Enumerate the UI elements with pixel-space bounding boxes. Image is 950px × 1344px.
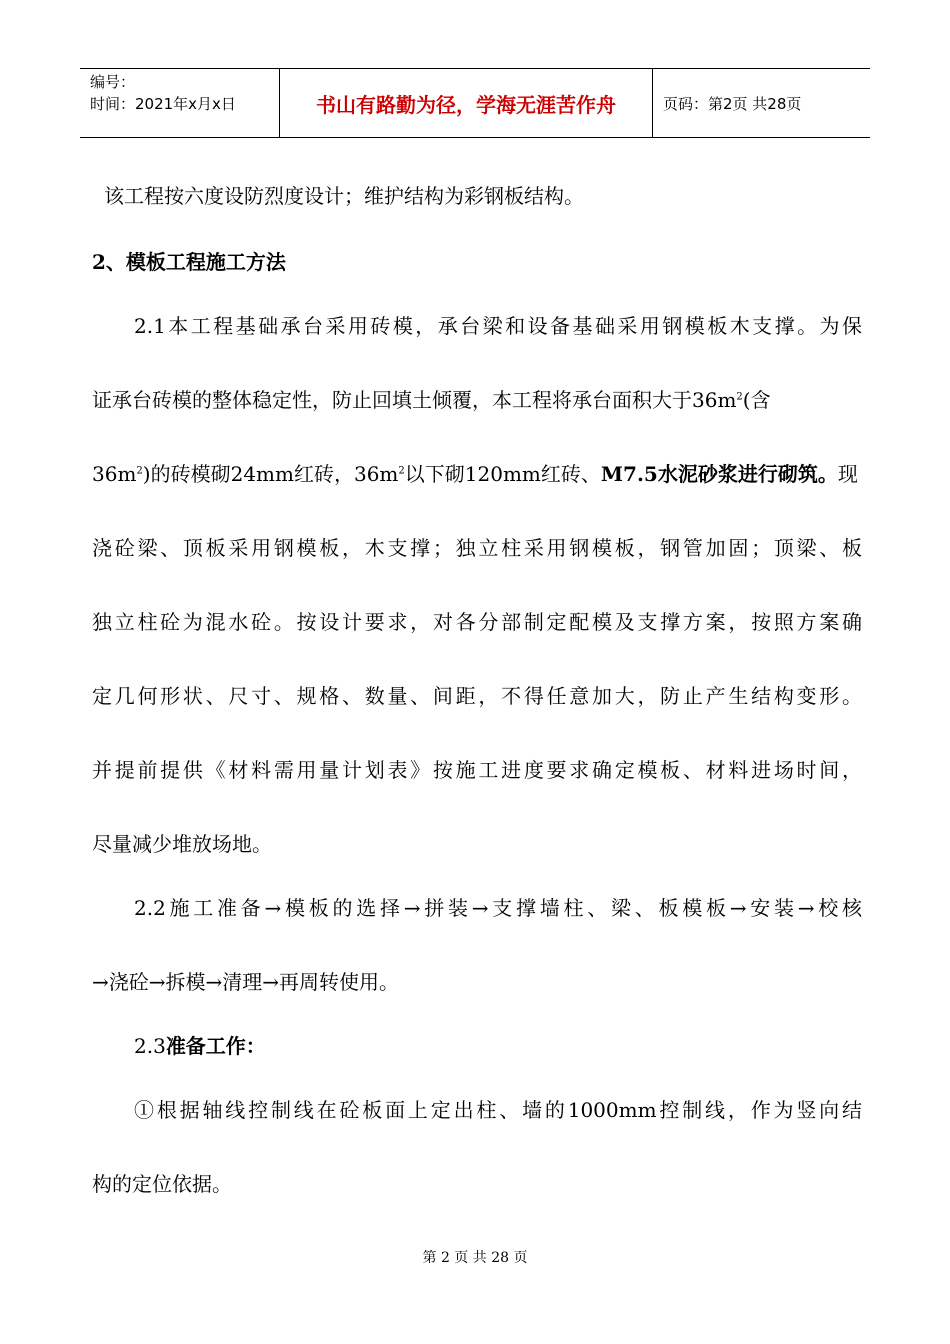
p21-line-8: 尽量减少堆放场地。 [92,832,272,856]
p21-line-3-bold: M7.5水泥砂浆进行砌筑。 [600,462,838,486]
header-motto: 书山有路勤为径，学海无涯苦作舟 [280,69,653,137]
p21-line-2 [92,384,862,413]
p21-line-3-c: 以下砌120mm红砖、 [404,462,601,486]
p21-line-1: 2.1本工程基础承台采用砖模，承台梁和设备基础采用钢模板木支撑。为保 [134,314,862,338]
header-page-info: 页码：第2页 共28页 [663,94,802,113]
p21-line-3-a: 36m [92,462,137,486]
p24-line-1: ①根据轴线控制线在砼板面上定出柱、墙的1000mm控制线，作为竖向结 [134,1098,862,1122]
p21-line-4: 浇砼梁、顶板采用钢模板，木支撑；独立柱采用钢模板，钢管加固；顶梁、板 [92,536,862,560]
p21-line-3-b: )的砖模砌24mm红砖，36m [142,462,399,486]
section-heading-2-3 [134,1030,904,1059]
p21-line-3 [92,458,862,487]
superscript: 2 [136,465,143,477]
section-heading-2: 2、模板工程施工方法 [92,250,286,274]
p21-line-6: 定几何形状、尺寸、规格、数量、间距，不得任意加大，防止产生结构变形。 [92,684,862,708]
document-number-label: 编号： [90,73,136,91]
p21-line-5: 独立柱砼为混水砼。按设计要求，对各分部制定配模及支撑方案，按照方案确 [92,610,862,634]
heading-number: 2.3 [134,1034,166,1058]
p22-line-2: →浇砼→拆模→清理→再周转使用。 [92,970,400,994]
page-footer: 第 2 页 共 28 页 [422,1250,528,1266]
p21-line-2-tail: (含 [742,388,771,412]
superscript: 2 [398,465,405,477]
paragraph-1: 该工程按六度设防烈度设计；维护结构为彩钢板结构。 [104,184,584,208]
page-header [80,68,870,138]
p21-line-2-text: 证承台砖模的整体稳定性，防止回填土倾覆，本工程将承台面积大于36m [92,388,737,412]
heading-text: 准备工作： [165,1034,266,1058]
p21-line-7: 并提前提供《材料需用量计划表》按施工进度要求确定模板、材料进场时间， [92,758,862,782]
superscript: 2 [736,391,743,403]
document-time-label: 时间：2021年x月x日 [90,95,236,113]
p22-line-1: 2.2施工准备→模板的选择→拼装→支撑墙柱、梁、板模板→安装→校核 [134,896,862,920]
header-left-cell [80,69,280,137]
p24-line-2: 构的定位依据。 [92,1172,232,1196]
p21-line-3-e: 现 [837,462,858,486]
